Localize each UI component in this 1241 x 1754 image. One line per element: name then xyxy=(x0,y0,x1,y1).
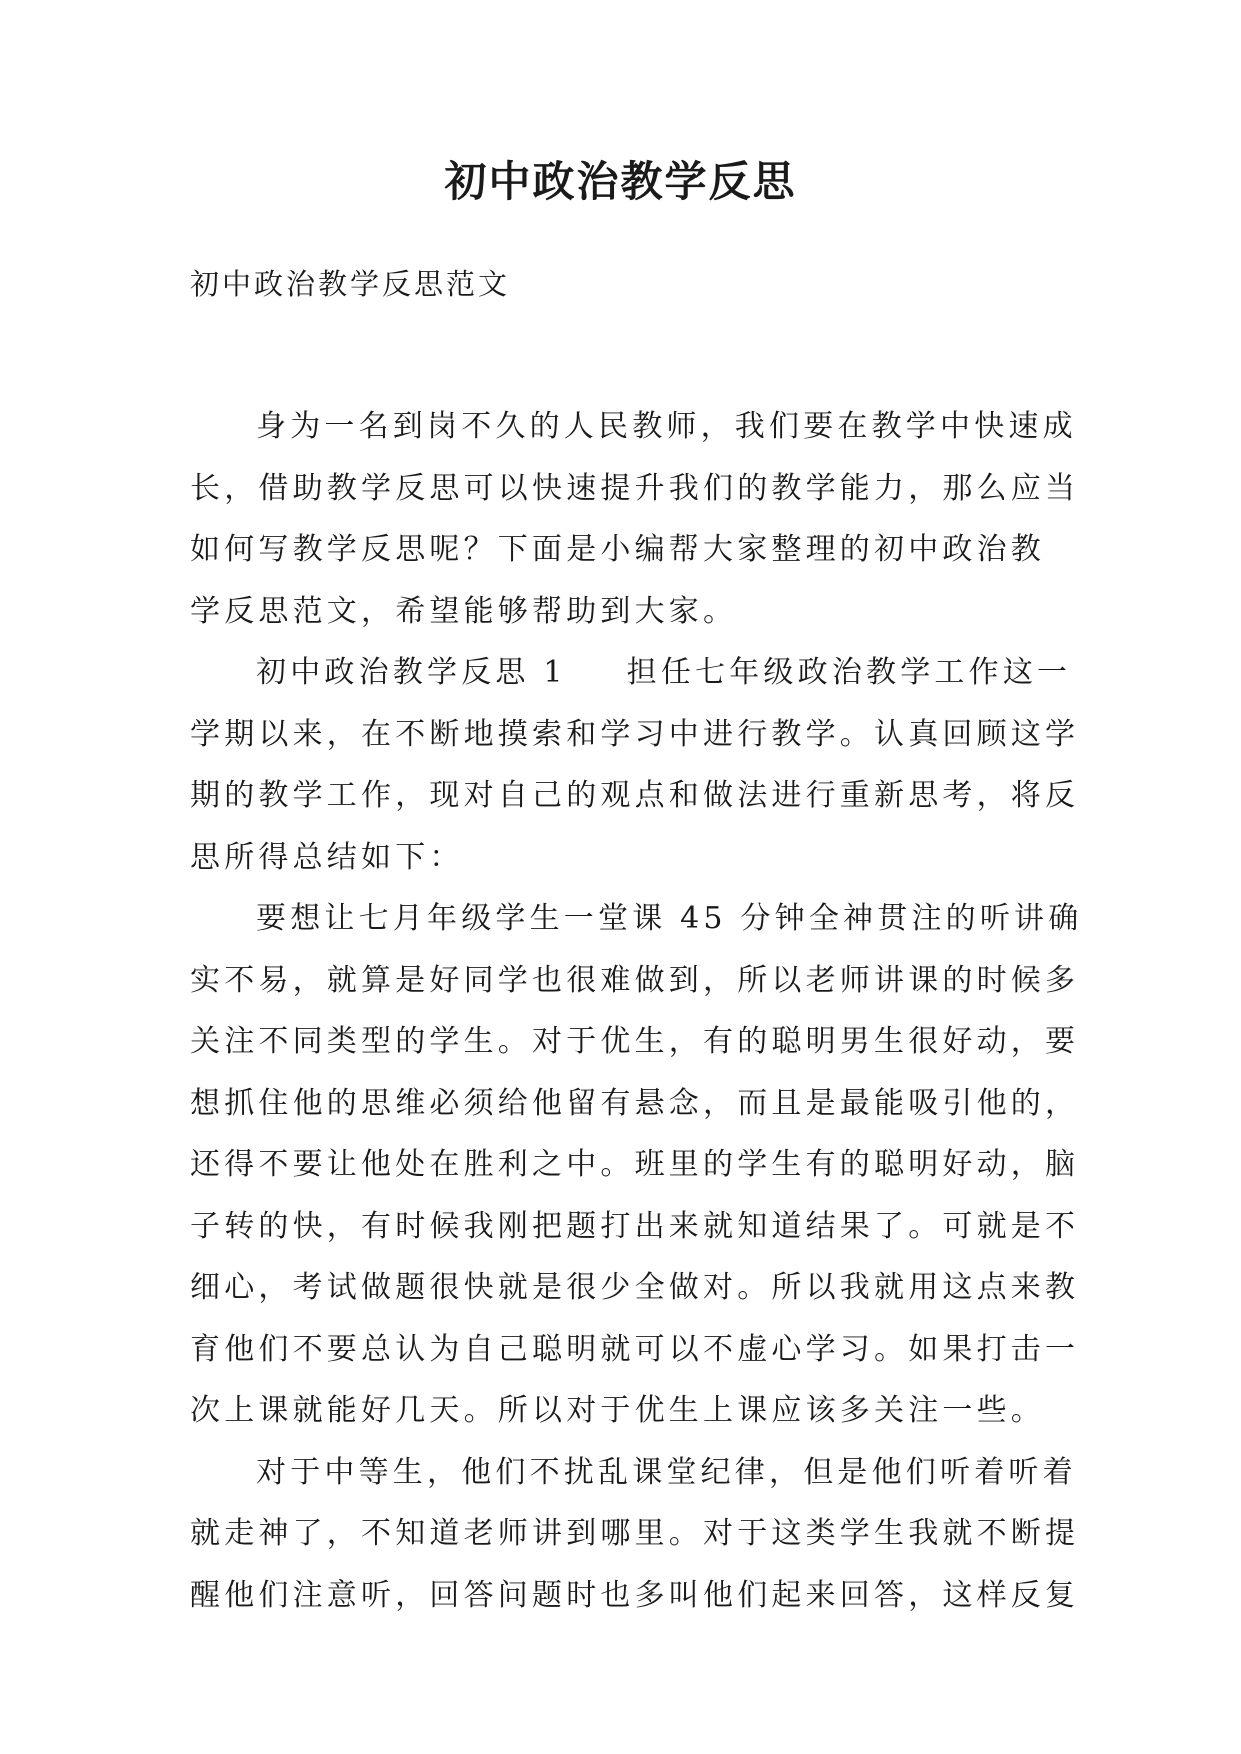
section-heading-line xyxy=(190,651,1070,713)
paragraph-line: 醒他们注意听，回答问题时也多叫他们起来回答，这样反复 xyxy=(190,1577,1080,1613)
document-title: 初中政治教学反思 xyxy=(444,157,797,206)
paragraph-line: 想抓住他的思维必须给他留有悬念，而且是最能吸引他的， xyxy=(190,1085,1080,1121)
document-body xyxy=(190,405,1083,1635)
paragraph-line: 子转的快，有时候我刚把题打出来就知道结果了。可就是不 xyxy=(190,1208,1080,1244)
paragraph-line: 实不易，就算是好同学也很难做到，所以老师讲课的时候多 xyxy=(190,962,1080,998)
paragraph-line: 对于中等生，他们不扰乱课堂纪律，但是他们听着听着 xyxy=(256,1454,1077,1490)
paragraph-line: 就走神了，不知道老师讲到哪里。对于这类学生我就不断提 xyxy=(190,1516,1080,1551)
section-heading: 初中政治教学反思 1 xyxy=(256,655,567,690)
paragraph-line: 身为一名到岗不久的人民教师，我们要在教学中快速成 xyxy=(256,409,1077,444)
paragraph-start: 担任七年级政治教学工作这一 xyxy=(626,655,1072,690)
paragraph-line: 如何写教学反思呢？下面是小编帮大家整理的初中政治教 xyxy=(190,532,1045,567)
paragraph-line: 还得不要让他处在胜利之中。班里的学生有的聪明好动，脑 xyxy=(190,1147,1080,1182)
paragraph-line: 学反思范文，希望能够帮助到大家。 xyxy=(190,593,738,629)
paragraph-line: 细心，考试做题很快就是很少全做对。所以我就用这点来教 xyxy=(190,1270,1080,1305)
paragraph-line: 学期以来，在不断地摸索和学习中进行教学。认真回顾这学 xyxy=(190,716,1080,752)
paragraph-line: 长，借助教学反思可以快速提升我们的教学能力，那么应当 xyxy=(190,470,1080,506)
document-subtitle: 初中政治教学反思范文 xyxy=(190,267,511,301)
paragraph-line: 关注不同类型的学生。对于优生，有的聪明男生很好动，要 xyxy=(190,1024,1080,1059)
paragraph-line: 期的教学工作，现对自己的观点和做法进行重新思考，将反 xyxy=(190,778,1080,813)
paragraph-line: 次上课就能好几天。所以对于优生上课应该多关注一些。 xyxy=(190,1393,1045,1428)
paragraph-line: 育他们不要总认为自己聪明就可以不虚心学习。如果打击一 xyxy=(190,1331,1080,1367)
paragraph-line: 要想让七月年级学生一堂课 45 分钟全神贯注的听讲确 xyxy=(256,901,1083,936)
paragraph-line: 思所得总结如下： xyxy=(190,839,464,875)
